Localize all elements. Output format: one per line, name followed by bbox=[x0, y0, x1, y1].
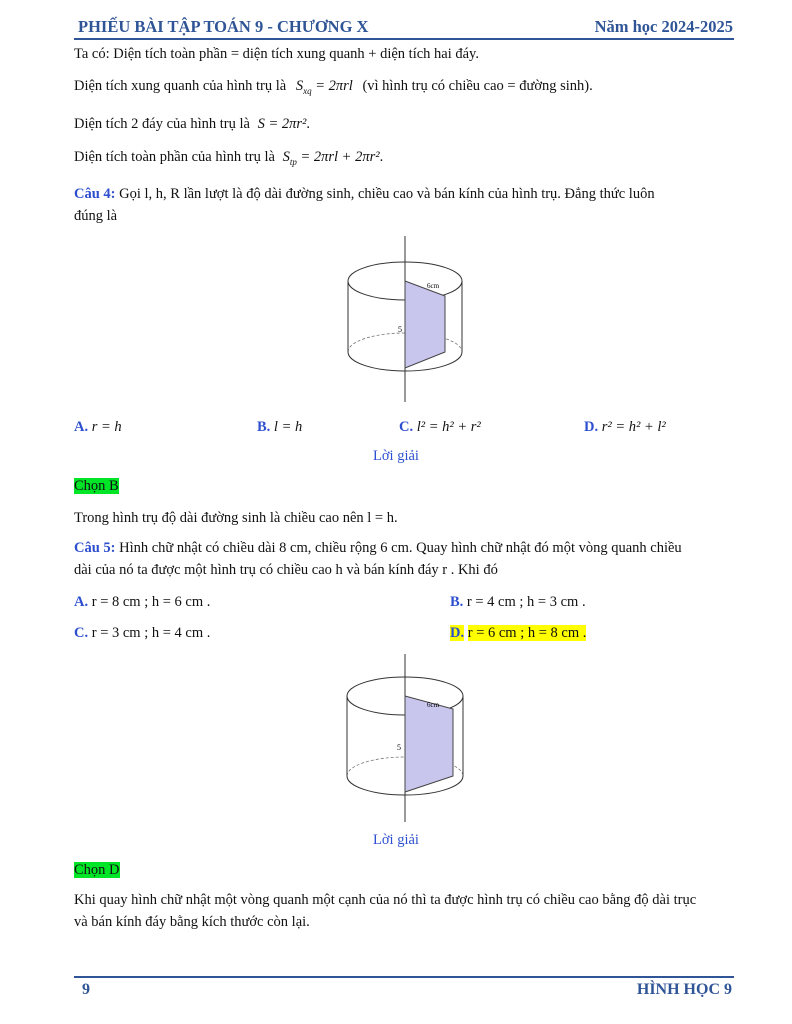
q4-text-line-1 bbox=[74, 184, 655, 204]
total-area-sub: tp bbox=[289, 156, 297, 167]
q5-option-c bbox=[74, 623, 210, 643]
q4-option-d bbox=[584, 417, 666, 437]
lateral-area-intro: Diện tích xung quanh của hình trụ là bbox=[74, 78, 287, 94]
label-6cm: 6cm bbox=[427, 282, 440, 290]
text-line-4: Diện tích toàn phần của hình trụ là $S_{tp} = 2\pi rl + 2\pi r^2$. bbox=[74, 149, 384, 167]
q5-explanation-2: và bán kính đáy bằng kích thước còn lại. bbox=[74, 914, 310, 930]
label-6cm: 6cm bbox=[427, 701, 440, 709]
q5-option-c-key: C. bbox=[74, 625, 89, 641]
total-area-formula: = 2πrl + 2πr² bbox=[296, 149, 380, 165]
q5-option-d-val: r = 6 cm ; h = 8 cm . bbox=[467, 625, 587, 641]
q4-option-a-key: A. bbox=[74, 419, 89, 435]
q5-text-line-1 bbox=[74, 538, 682, 558]
cylinder-figure-q5 bbox=[342, 652, 468, 824]
text-line-1: Ta có: Diện tích toàn phần = diện tích xung quanh + diện tích hai đáy. bbox=[74, 46, 479, 62]
q4-option-c bbox=[399, 417, 481, 437]
q4-option-b-val: l = h bbox=[273, 419, 303, 435]
q5-option-d-key: D. bbox=[450, 625, 465, 641]
rectangle-section bbox=[405, 281, 445, 368]
lateral-area-sub: xq bbox=[303, 85, 312, 96]
q5-answer-line bbox=[74, 860, 120, 880]
text-line-2 bbox=[74, 76, 593, 101]
page-header bbox=[78, 17, 733, 39]
rectangle-section bbox=[405, 696, 453, 792]
q5-text-1: Hình chữ nhật có chiều dài 8 cm, chiều rộng 6 cm. Quay hình chữ nhật đó một vòng quanh chiều bbox=[119, 540, 682, 556]
footer-rule bbox=[74, 976, 734, 978]
q5-explanation-1: Khi quay hình chữ nhật một vòng quanh một cạnh của nó thì ta được hình trụ có chiều cao bằng độ dài trục bbox=[74, 892, 697, 908]
q4-explanation: Trong hình trụ độ dài đường sinh là chiều cao nên l = h. bbox=[74, 510, 398, 526]
q5-option-b-key: B. bbox=[450, 594, 464, 610]
lateral-area-formula: = 2πrl bbox=[311, 78, 353, 94]
q5-answer: Chọn D bbox=[74, 862, 120, 878]
q4-option-b bbox=[257, 417, 302, 437]
q5-option-c-val: r = 3 cm ; h = 4 cm . bbox=[91, 625, 211, 641]
q5-option-b bbox=[450, 592, 586, 612]
q5-option-d bbox=[450, 623, 586, 643]
q5-text-line-2: dài của nó ta được một hình trụ có chiều cao h và bán kính đáy r . Khi đó bbox=[74, 562, 498, 578]
q4-answer-line bbox=[74, 476, 119, 496]
q4-option-a bbox=[74, 417, 122, 437]
total-area-intro: Diện tích toàn phần của hình trụ là bbox=[74, 149, 275, 165]
q5-solution-title: Lời giải bbox=[373, 832, 419, 848]
q4-label: Câu 4: bbox=[74, 186, 116, 202]
footer-section: HÌNH HỌC 9 bbox=[636, 981, 732, 998]
q4-option-c-val: l² = h² + r² bbox=[416, 419, 481, 435]
q5-option-a-val: r = 8 cm ; h = 6 cm . bbox=[91, 594, 211, 610]
total-area-S: S bbox=[282, 149, 290, 165]
q4-option-b-key: B. bbox=[257, 419, 271, 435]
header-title: PHIẾU BÀI TẬP TOÁN 9 - CHƯƠNG X bbox=[78, 17, 369, 36]
text-line-3: Diện tích 2 đáy của hình trụ là S = 2πr². bbox=[74, 116, 311, 132]
q4-solution-title: Lời giải bbox=[373, 448, 419, 464]
page-number: 9 bbox=[82, 981, 90, 998]
q5-option-a-key: A. bbox=[74, 594, 89, 610]
q4-answer: Chọn B bbox=[74, 478, 119, 494]
base-area-intro: Diện tích 2 đáy của hình trụ là bbox=[74, 116, 250, 132]
q4-option-c-key: C. bbox=[399, 419, 414, 435]
q5-option-b-val: r = 4 cm ; h = 3 cm . bbox=[466, 594, 586, 610]
q5-label: Câu 5: bbox=[74, 540, 116, 556]
q4-option-d-val: r² = h² + l² bbox=[601, 419, 666, 435]
header-year: Năm học 2024-2025 bbox=[594, 17, 733, 36]
header-rule bbox=[74, 38, 734, 40]
label-side: 5 bbox=[398, 325, 402, 334]
q4-text-1: Gọi l, h, R lần lượt là độ dài đường sinh, chiều cao và bán kính của hình trụ. Đẳng thức luôn bbox=[119, 186, 655, 202]
lateral-area-S: S bbox=[295, 78, 304, 94]
q4-option-a-val: r = h bbox=[91, 419, 122, 435]
q5-option-a bbox=[74, 592, 210, 612]
q4-text-line-2: đúng là bbox=[74, 208, 118, 224]
q4-option-d-key: D. bbox=[584, 419, 599, 435]
lateral-area-note: (vì hình trụ có chiều cao = đường sinh). bbox=[362, 78, 593, 94]
label-side: 5 bbox=[397, 743, 401, 752]
cylinder-figure-q4 bbox=[344, 234, 466, 404]
base-area-formula: S = 2πr² bbox=[257, 116, 307, 132]
